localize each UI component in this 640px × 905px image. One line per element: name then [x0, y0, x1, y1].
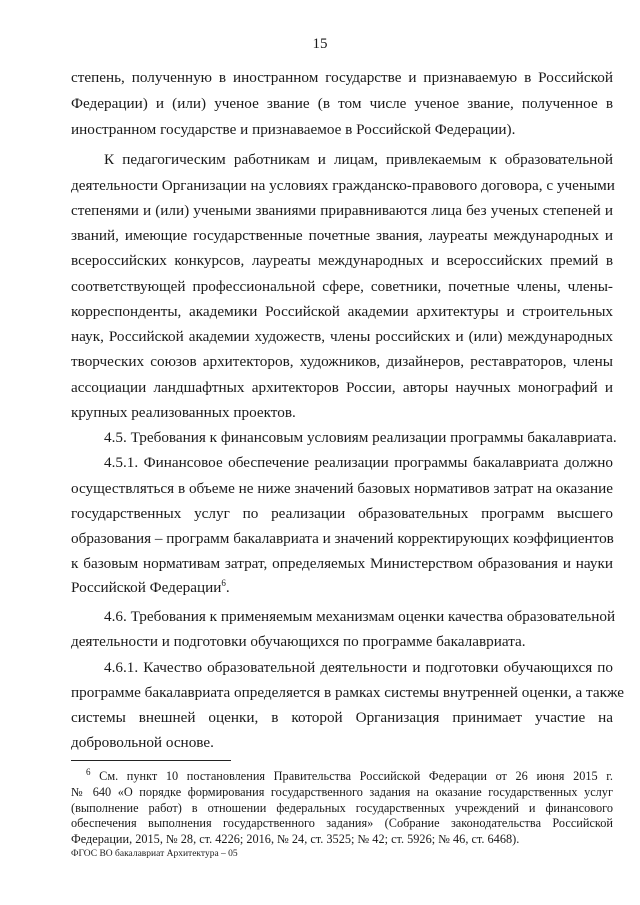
text-line: образования – программ бакалавриата и значений корректирующих коэффициентов: [71, 530, 614, 547]
text-line: государственных услуг по реализации образовательных программ высшего: [71, 505, 613, 522]
text-line: иностранном государстве и признаваемое в Российской Федерации).: [71, 121, 516, 138]
text-line: наук, Российской академии художеств, члены российских и (или) международных: [71, 328, 613, 345]
footnote-line: (выполнение работ) в отношении федеральных государственных учреждений и финансового: [71, 801, 613, 815]
text-line: [71, 578, 613, 598]
text-line: корреспонденты, академики Российской академии архитектуры и строительных: [71, 303, 613, 320]
footnote-line: Федерации, 2015, № 28, ст. 4226; 2016, № 24, ст. 3525; № 42; ст. 5926; № 46, ст. 6468).: [71, 832, 520, 846]
text-line: осуществляться в объеме не ниже значений базовых нормативов затрат на оказание: [71, 480, 613, 497]
footnote-text: См. пункт 10 постановления Правительства Российской Федерации от 26 июня 2015 г.: [90, 769, 613, 783]
text-line: к базовым нормативам затрат, определяемых Министерством образования и науки: [71, 555, 613, 572]
text-line: деятельности и подготовки обучающихся по программе бакалавриата.: [71, 633, 526, 650]
text-line: степень, полученную в иностранном государстве и признаваемую в Российской: [71, 69, 613, 86]
footnote-line: обеспечения выполнения государственного задания» (Собрание законодательства Российской: [71, 816, 613, 830]
footnote-marker: 6: [86, 766, 91, 777]
footnote-separator: [71, 760, 231, 761]
footnote-reference: 6: [221, 577, 226, 588]
text-line: программе бакалавриата определяется в рамках системы внутренней оценки, а также: [71, 684, 624, 701]
text-line: ассоциации ландшафтных архитекторов России, авторы научных монографий и: [71, 379, 613, 396]
text-line: 4.6.1. Качество образовательной деятельности и подготовки обучающихся по: [104, 659, 613, 676]
footnote-line: № 640 «О порядке формирования государственного задания на оказание государственных услуг: [71, 785, 613, 799]
sentence-period: .: [225, 579, 230, 596]
section-heading: 4.6. Требования к применяемым механизмам оценки качества образовательной: [104, 608, 616, 625]
page-number: 15: [312, 36, 328, 52]
section-heading: 4.5. Требования к финансовым условиям реализации программы бакалавриата.: [104, 429, 617, 446]
text-line: всероссийских конкурсов, лауреаты международных и всероссийских премий в: [71, 252, 613, 269]
text-line: соответствующей профессиональной сфере, советники, почетные члены, члены-: [71, 278, 613, 295]
document-footer: ФГОС ВО бакалавриат Архитектура – 05: [71, 849, 238, 859]
text-line: 4.5.1. Финансовое обеспечение реализации программы бакалавриата должно: [104, 454, 613, 471]
text-line: крупных реализованных проектов.: [71, 404, 296, 421]
text-line: Федерации) и (или) ученое звание (в том числе ученое звание, полученное в: [71, 95, 613, 112]
text-line-content: Российской Федерации: [71, 579, 222, 596]
text-line: деятельности Организации на условиях гражданско-правового договора, с учеными: [71, 177, 615, 194]
text-line: добровольной основе.: [71, 734, 214, 751]
text-line: степенями и (или) учеными званиями приравниваются лица без ученых степеней и: [71, 202, 613, 219]
text-line: творческих союзов архитекторов, художников, дизайнеров, реставраторов, члены: [71, 353, 613, 370]
footnote-line: [86, 768, 613, 784]
text-line: К педагогическим работникам и лицам, привлекаемым к образовательной: [104, 151, 613, 168]
text-line: званий, имеющие государственные почетные звания, лауреаты международных и: [71, 227, 613, 244]
text-line: системы внешней оценки, в которой Организация принимает участие на: [71, 709, 613, 726]
